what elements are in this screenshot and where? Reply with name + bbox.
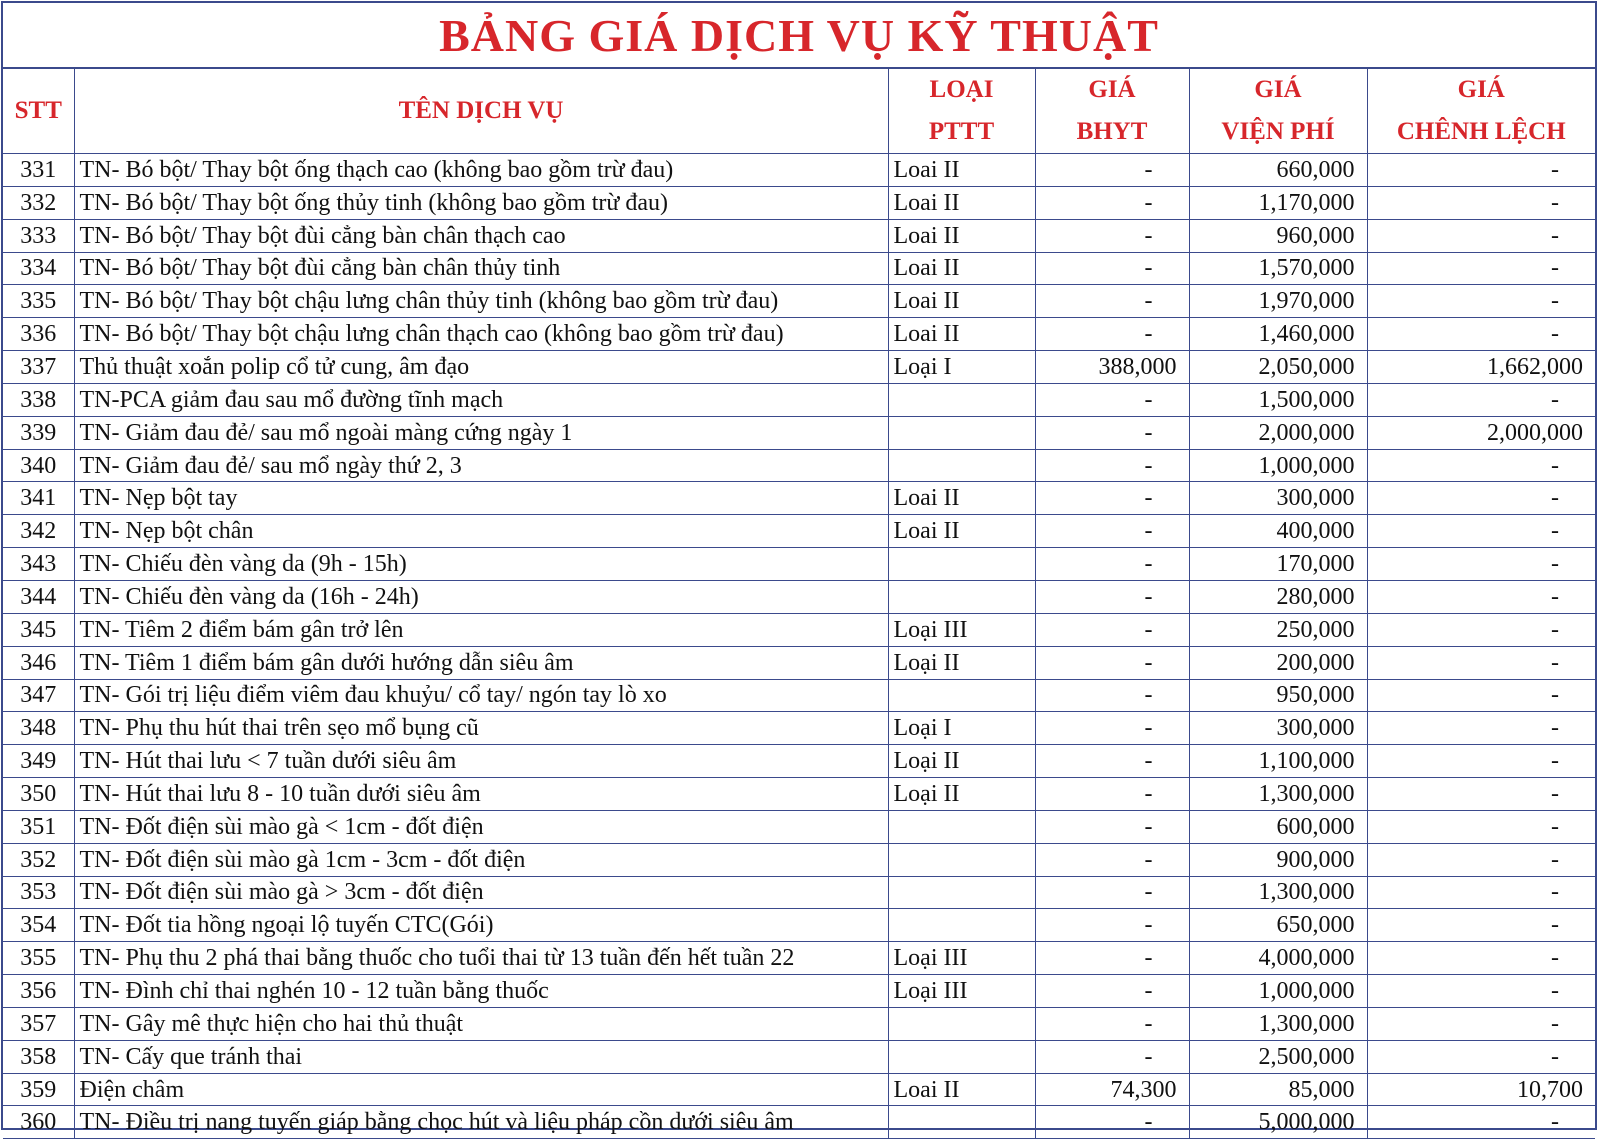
price-table <box>3 69 1595 1139</box>
cell-gia-chenh-lech: - <box>1367 186 1595 219</box>
table-row <box>3 679 1595 712</box>
cell-loai-pttt: Loại I <box>888 351 1035 384</box>
table-row <box>3 449 1595 482</box>
table-row <box>3 186 1595 219</box>
cell-gia-bhyt: 74,300 <box>1035 1073 1189 1106</box>
cell-loai-pttt <box>888 876 1035 909</box>
cell-loai-pttt: Loai II <box>888 482 1035 515</box>
cell-stt: 338 <box>3 383 74 416</box>
cell-stt: 337 <box>3 351 74 384</box>
cell-gia-chenh-lech: - <box>1367 975 1595 1008</box>
cell-gia-vien-phi: 300,000 <box>1189 482 1367 515</box>
cell-gia-bhyt: - <box>1035 219 1189 252</box>
table-row <box>3 975 1595 1008</box>
cell-stt: 352 <box>3 843 74 876</box>
header-gia-vien-phi <box>1189 69 1367 154</box>
cell-loai-pttt: Loại I <box>888 712 1035 745</box>
cell-gia-chenh-lech: - <box>1367 580 1595 613</box>
cell-loai-pttt: Loại III <box>888 942 1035 975</box>
cell-gia-vien-phi: 1,500,000 <box>1189 383 1367 416</box>
cell-loai-pttt <box>888 810 1035 843</box>
table-row <box>3 252 1595 285</box>
cell-stt: 349 <box>3 745 74 778</box>
cell-gia-chenh-lech: 1,662,000 <box>1367 351 1595 384</box>
cell-service-name: TN- Bó bột/ Thay bột đùi cẳng bàn chân thủy tinh <box>74 252 888 285</box>
cell-service-name: TN- Điều trị nang tuyến giáp bằng chọc hút và liệu pháp cồn dưới siêu âm <box>74 1106 888 1139</box>
cell-gia-bhyt: - <box>1035 515 1189 548</box>
cell-gia-chenh-lech: - <box>1367 1007 1595 1040</box>
cell-loai-pttt <box>888 580 1035 613</box>
cell-gia-chenh-lech: - <box>1367 810 1595 843</box>
cell-gia-vien-phi: 1,460,000 <box>1189 318 1367 351</box>
cell-gia-bhyt: - <box>1035 712 1189 745</box>
table-row <box>3 613 1595 646</box>
cell-loai-pttt <box>888 679 1035 712</box>
cell-gia-vien-phi: 4,000,000 <box>1189 942 1367 975</box>
header-cl-line2: CHÊNH LỆCH <box>1396 118 1566 145</box>
table-row <box>3 318 1595 351</box>
cell-service-name: TN- Giảm đau đẻ/ sau mổ ngày thứ 2, 3 <box>74 449 888 482</box>
cell-service-name: TN- Nẹp bột chân <box>74 515 888 548</box>
header-vp-line2: VIỆN PHÍ <box>1221 118 1335 145</box>
cell-gia-chenh-lech: - <box>1367 219 1595 252</box>
cell-gia-chenh-lech: - <box>1367 285 1595 318</box>
cell-gia-vien-phi: 1,300,000 <box>1189 778 1367 811</box>
cell-gia-bhyt: - <box>1035 778 1189 811</box>
cell-loai-pttt <box>888 1007 1035 1040</box>
cell-gia-vien-phi: 2,050,000 <box>1189 351 1367 384</box>
cell-gia-vien-phi: 2,500,000 <box>1189 1040 1367 1073</box>
table-row <box>3 383 1595 416</box>
cell-loai-pttt <box>888 548 1035 581</box>
cell-stt: 356 <box>3 975 74 1008</box>
cell-service-name: TN- Bó bột/ Thay bột ống thạch cao (không bao gồm trừ đau) <box>74 154 888 187</box>
cell-loai-pttt: Loai II <box>888 219 1035 252</box>
header-gia-bhyt <box>1035 69 1189 154</box>
cell-service-name: TN- Chiếu đèn vàng da (9h - 15h) <box>74 548 888 581</box>
cell-gia-bhyt: - <box>1035 580 1189 613</box>
cell-gia-vien-phi: 1,000,000 <box>1189 449 1367 482</box>
table-row <box>3 482 1595 515</box>
cell-service-name: TN- Tiêm 2 điểm bám gân trở lên <box>74 613 888 646</box>
table-row <box>3 580 1595 613</box>
cell-gia-bhyt: - <box>1035 186 1189 219</box>
cell-gia-bhyt: - <box>1035 416 1189 449</box>
cell-stt: 343 <box>3 548 74 581</box>
cell-loai-pttt: Loai II <box>888 252 1035 285</box>
cell-gia-vien-phi: 1,100,000 <box>1189 745 1367 778</box>
cell-gia-chenh-lech: - <box>1367 712 1595 745</box>
cell-gia-chenh-lech: - <box>1367 679 1595 712</box>
table-row <box>3 745 1595 778</box>
cell-gia-chenh-lech: - <box>1367 909 1595 942</box>
cell-service-name: TN- Cấy que tránh thai <box>74 1040 888 1073</box>
cell-gia-bhyt: - <box>1035 810 1189 843</box>
header-gia-chenh-lech <box>1367 69 1595 154</box>
cell-gia-chenh-lech: - <box>1367 318 1595 351</box>
cell-loai-pttt <box>888 1040 1035 1073</box>
header-bhyt-line1: GIÁ <box>1088 76 1136 103</box>
header-cl-line1: GIÁ <box>1457 76 1505 103</box>
cell-stt: 335 <box>3 285 74 318</box>
table-row <box>3 778 1595 811</box>
cell-service-name: TN- Nẹp bột tay <box>74 482 888 515</box>
cell-loai-pttt: Loại II <box>888 646 1035 679</box>
cell-gia-chenh-lech: 2,000,000 <box>1367 416 1595 449</box>
table-row <box>3 1073 1595 1106</box>
cell-gia-vien-phi: 950,000 <box>1189 679 1367 712</box>
cell-stt: 360 <box>3 1106 74 1139</box>
cell-gia-chenh-lech: - <box>1367 613 1595 646</box>
cell-gia-bhyt: - <box>1035 318 1189 351</box>
cell-service-name: TN- Đốt điện sùi mào gà 1cm - 3cm - đốt điện <box>74 843 888 876</box>
cell-loai-pttt <box>888 449 1035 482</box>
cell-service-name: TN- Phụ thu hút thai trên sẹo mổ bụng cũ <box>74 712 888 745</box>
cell-gia-bhyt: - <box>1035 252 1189 285</box>
table-row <box>3 416 1595 449</box>
cell-gia-bhyt: - <box>1035 1007 1189 1040</box>
cell-gia-bhyt: - <box>1035 613 1189 646</box>
header-vp-line1: GIÁ <box>1254 76 1302 103</box>
table-row <box>3 909 1595 942</box>
table-row <box>3 219 1595 252</box>
cell-gia-chenh-lech: - <box>1367 942 1595 975</box>
cell-stt: 334 <box>3 252 74 285</box>
cell-loai-pttt: Loại II <box>888 778 1035 811</box>
cell-service-name: TN- Đình chỉ thai nghén 10 - 12 tuần bằng thuốc <box>74 975 888 1008</box>
cell-gia-vien-phi: 900,000 <box>1189 843 1367 876</box>
cell-gia-chenh-lech: - <box>1367 383 1595 416</box>
cell-gia-bhyt: - <box>1035 285 1189 318</box>
cell-loai-pttt: Loai II <box>888 318 1035 351</box>
cell-gia-bhyt: - <box>1035 745 1189 778</box>
cell-stt: 347 <box>3 679 74 712</box>
cell-gia-vien-phi: 660,000 <box>1189 154 1367 187</box>
cell-gia-bhyt: - <box>1035 482 1189 515</box>
cell-gia-chenh-lech: - <box>1367 1106 1595 1139</box>
cell-gia-vien-phi: 1,300,000 <box>1189 1007 1367 1040</box>
cell-gia-chenh-lech: - <box>1367 252 1595 285</box>
table-row <box>3 351 1595 384</box>
cell-service-name: TN- Đốt điện sùi mào gà > 3cm - đốt điện <box>74 876 888 909</box>
cell-service-name: TN-PCA giảm đau sau mổ đường tĩnh mạch <box>74 383 888 416</box>
cell-stt: 342 <box>3 515 74 548</box>
cell-service-name: TN- Bó bột/ Thay bột ống thủy tinh (không bao gồm trừ đau) <box>74 186 888 219</box>
cell-service-name: TN- Hút thai lưu 8 - 10 tuần dưới siêu âm <box>74 778 888 811</box>
cell-loai-pttt: Loại III <box>888 975 1035 1008</box>
cell-stt: 336 <box>3 318 74 351</box>
cell-gia-bhyt: 388,000 <box>1035 351 1189 384</box>
cell-stt: 351 <box>3 810 74 843</box>
cell-stt: 339 <box>3 416 74 449</box>
cell-gia-chenh-lech: - <box>1367 1040 1595 1073</box>
table-row <box>3 876 1595 909</box>
cell-gia-chenh-lech: 10,700 <box>1367 1073 1595 1106</box>
cell-gia-bhyt: - <box>1035 1040 1189 1073</box>
cell-gia-chenh-lech: - <box>1367 154 1595 187</box>
table-row <box>3 154 1595 187</box>
cell-loai-pttt: Loai II <box>888 515 1035 548</box>
table-row <box>3 843 1595 876</box>
cell-gia-bhyt: - <box>1035 942 1189 975</box>
cell-gia-vien-phi: 300,000 <box>1189 712 1367 745</box>
cell-loai-pttt: Loai II <box>888 186 1035 219</box>
header-loai-pttt <box>888 69 1035 154</box>
cell-gia-vien-phi: 170,000 <box>1189 548 1367 581</box>
cell-loai-pttt <box>888 843 1035 876</box>
cell-service-name: Thủ thuật xoắn polip cổ tử cung, âm đạo <box>74 351 888 384</box>
cell-gia-chenh-lech: - <box>1367 646 1595 679</box>
cell-service-name: TN- Hút thai lưu < 7 tuần dưới siêu âm <box>74 745 888 778</box>
cell-service-name: Điện châm <box>74 1073 888 1106</box>
cell-gia-bhyt: - <box>1035 449 1189 482</box>
page-title: BẢNG GIÁ DỊCH VỤ KỸ THUẬT <box>3 3 1595 69</box>
cell-stt: 354 <box>3 909 74 942</box>
cell-stt: 345 <box>3 613 74 646</box>
cell-service-name: TN- Tiêm 1 điểm bám gân dưới hướng dẫn siêu âm <box>74 646 888 679</box>
cell-gia-vien-phi: 5,000,000 <box>1189 1106 1367 1139</box>
table-row <box>3 285 1595 318</box>
cell-gia-bhyt: - <box>1035 679 1189 712</box>
cell-stt: 359 <box>3 1073 74 1106</box>
cell-gia-chenh-lech: - <box>1367 449 1595 482</box>
table-row <box>3 712 1595 745</box>
cell-stt: 350 <box>3 778 74 811</box>
table-row <box>3 942 1595 975</box>
cell-stt: 346 <box>3 646 74 679</box>
cell-stt: 344 <box>3 580 74 613</box>
cell-gia-vien-phi: 2,000,000 <box>1189 416 1367 449</box>
cell-gia-bhyt: - <box>1035 646 1189 679</box>
cell-gia-vien-phi: 400,000 <box>1189 515 1367 548</box>
cell-loai-pttt <box>888 416 1035 449</box>
table-row <box>3 810 1595 843</box>
cell-service-name: TN- Bó bột/ Thay bột đùi cẳng bàn chân thạch cao <box>74 219 888 252</box>
cell-service-name: TN- Đốt điện sùi mào gà < 1cm - đốt điện <box>74 810 888 843</box>
cell-gia-bhyt: - <box>1035 383 1189 416</box>
cell-gia-bhyt: - <box>1035 548 1189 581</box>
cell-loai-pttt <box>888 383 1035 416</box>
table-row <box>3 1007 1595 1040</box>
header-service-name: TÊN DỊCH VỤ <box>74 69 888 154</box>
cell-loai-pttt: Loại II <box>888 745 1035 778</box>
cell-gia-vien-phi: 250,000 <box>1189 613 1367 646</box>
cell-loai-pttt: Loai II <box>888 285 1035 318</box>
table-row <box>3 646 1595 679</box>
cell-service-name: TN- Gói trị liệu điểm viêm đau khuỷu/ cổ tay/ ngón tay lò xo <box>74 679 888 712</box>
cell-stt: 332 <box>3 186 74 219</box>
cell-gia-chenh-lech: - <box>1367 843 1595 876</box>
header-loai-line2: PTTT <box>928 118 995 145</box>
cell-gia-chenh-lech: - <box>1367 876 1595 909</box>
cell-gia-vien-phi: 1,170,000 <box>1189 186 1367 219</box>
cell-stt: 353 <box>3 876 74 909</box>
cell-gia-chenh-lech: - <box>1367 745 1595 778</box>
cell-service-name: TN- Gây mê thực hiện cho hai thủ thuật <box>74 1007 888 1040</box>
cell-gia-vien-phi: 1,300,000 <box>1189 876 1367 909</box>
header-bhyt-line2: BHYT <box>1076 118 1148 145</box>
table-row <box>3 548 1595 581</box>
cell-gia-chenh-lech: - <box>1367 515 1595 548</box>
cell-stt: 341 <box>3 482 74 515</box>
cell-service-name: TN- Bó bột/ Thay bột chậu lưng chân thủy tinh (không bao gồm trừ đau) <box>74 285 888 318</box>
cell-service-name: TN- Giảm đau đẻ/ sau mổ ngoài màng cứng ngày 1 <box>74 416 888 449</box>
cell-service-name: TN- Đốt tia hồng ngoại lộ tuyến CTC(Gói) <box>74 909 888 942</box>
cell-gia-bhyt: - <box>1035 843 1189 876</box>
cell-loai-pttt <box>888 909 1035 942</box>
cell-gia-vien-phi: 85,000 <box>1189 1073 1367 1106</box>
cell-gia-bhyt: - <box>1035 154 1189 187</box>
cell-gia-bhyt: - <box>1035 975 1189 1008</box>
cell-gia-bhyt: - <box>1035 909 1189 942</box>
table-header-row <box>3 69 1595 154</box>
cell-gia-vien-phi: 600,000 <box>1189 810 1367 843</box>
header-stt: STT <box>3 69 74 154</box>
cell-gia-vien-phi: 1,570,000 <box>1189 252 1367 285</box>
cell-gia-vien-phi: 1,000,000 <box>1189 975 1367 1008</box>
cell-gia-vien-phi: 200,000 <box>1189 646 1367 679</box>
cell-gia-chenh-lech: - <box>1367 548 1595 581</box>
cell-stt: 331 <box>3 154 74 187</box>
cell-loai-pttt: Loai II <box>888 154 1035 187</box>
table-row <box>3 515 1595 548</box>
cell-loai-pttt: Loại III <box>888 613 1035 646</box>
cell-stt: 357 <box>3 1007 74 1040</box>
cell-loai-pttt: Loai II <box>888 1073 1035 1106</box>
cell-gia-vien-phi: 650,000 <box>1189 909 1367 942</box>
cell-stt: 340 <box>3 449 74 482</box>
cell-stt: 355 <box>3 942 74 975</box>
cell-gia-vien-phi: 1,970,000 <box>1189 285 1367 318</box>
cell-gia-chenh-lech: - <box>1367 482 1595 515</box>
cell-stt: 333 <box>3 219 74 252</box>
table-row <box>3 1040 1595 1073</box>
cell-gia-chenh-lech: - <box>1367 778 1595 811</box>
cell-loai-pttt <box>888 1106 1035 1139</box>
cell-stt: 348 <box>3 712 74 745</box>
cell-service-name: TN- Chiếu đèn vàng da (16h - 24h) <box>74 580 888 613</box>
header-loai-line1: LOẠI <box>929 76 994 103</box>
cell-service-name: TN- Bó bột/ Thay bột chậu lưng chân thạch cao (không bao gồm trừ đau) <box>74 318 888 351</box>
cell-gia-vien-phi: 280,000 <box>1189 580 1367 613</box>
cell-gia-bhyt: - <box>1035 876 1189 909</box>
cell-gia-bhyt: - <box>1035 1106 1189 1139</box>
cell-service-name: TN- Phụ thu 2 phá thai bằng thuốc cho tuổi thai từ 13 tuần đến hết tuần 22 <box>74 942 888 975</box>
cell-stt: 358 <box>3 1040 74 1073</box>
cell-gia-vien-phi: 960,000 <box>1189 219 1367 252</box>
table-row <box>3 1106 1595 1139</box>
price-table-sheet <box>1 1 1597 1136</box>
